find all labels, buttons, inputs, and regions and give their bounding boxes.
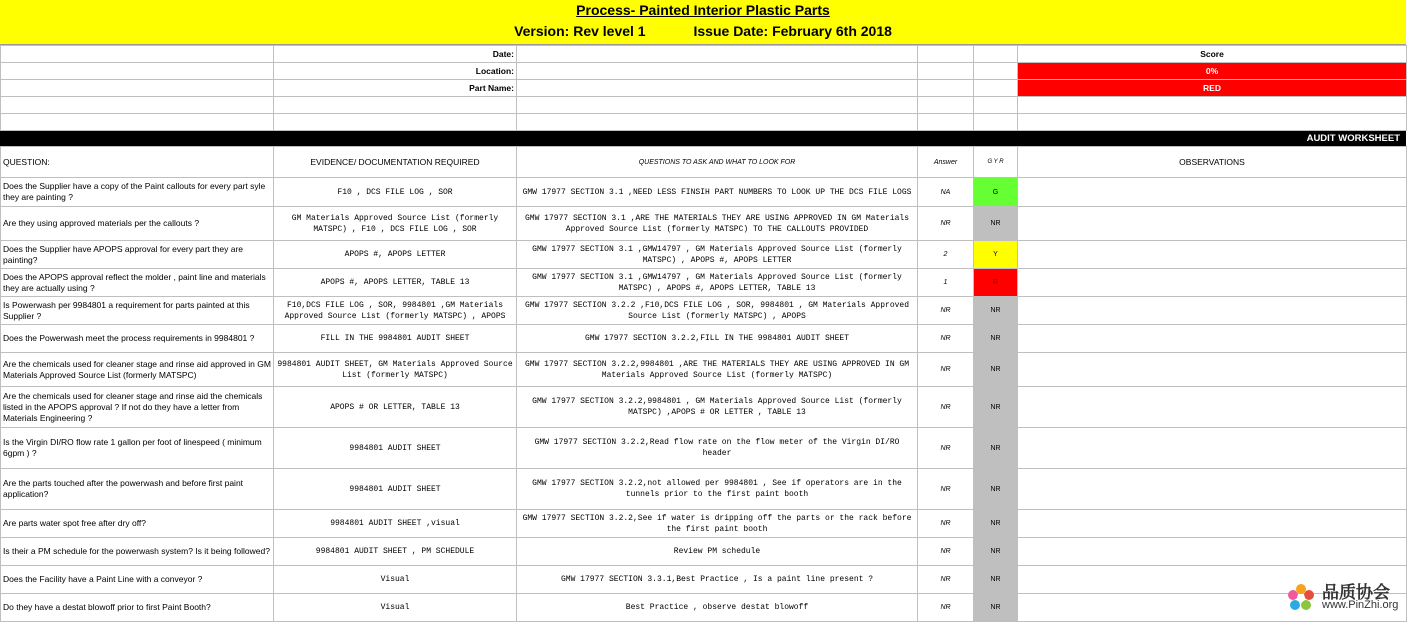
- location-label: Location:: [274, 63, 517, 80]
- issue-date-text: Issue Date: February 6th 2018: [693, 23, 892, 39]
- question-cell: Does the Facility have a Paint Line with a conveyor ?: [1, 566, 274, 594]
- question-cell: Are the parts touched after the powerwash and before first paint application?: [1, 469, 274, 510]
- score-status: RED: [1018, 80, 1407, 97]
- evidence-cell: 9984801 AUDIT SHEET, GM Materials Approved Source List (formerly MATSPC): [274, 353, 517, 387]
- gyr-cell: NR: [974, 538, 1018, 566]
- evidence-header: EVIDENCE/ DOCUMENTATION REQUIRED: [274, 147, 517, 178]
- question-cell: Does the Supplier have a copy of the Paint callouts for every part syle they are painting ?: [1, 178, 274, 207]
- score-value: 0%: [1018, 63, 1407, 80]
- question-cell: Is the Virgin DI/RO flow rate 1 gallon per foot of linespeed ( minimum 6gpm ) ?: [1, 428, 274, 469]
- question-header: QUESTION:: [1, 147, 274, 178]
- answer-cell[interactable]: NR: [918, 297, 974, 325]
- question-cell: Does the Supplier have APOPS approval for every part they are painting?: [1, 241, 274, 269]
- evidence-cell: GM Materials Approved Source List (formerly MATSPC) , F10 , DCS FILE LOG , SOR: [274, 207, 517, 241]
- table-row: [1, 469, 1407, 510]
- score-label: Score: [1018, 46, 1407, 63]
- evidence-cell: APOPS # OR LETTER, TABLE 13: [274, 387, 517, 428]
- table-row: [1, 510, 1407, 538]
- audit-rows: [1, 178, 1407, 622]
- table-row: [1, 387, 1407, 428]
- question-cell: Are the chemicals used for cleaner stage and rinse aid the chemicals listed in the APOPS approval ? If not do they have a letter from Materials Engineering ?: [1, 387, 274, 428]
- gyr-cell: G: [974, 178, 1018, 207]
- observation-cell[interactable]: [1018, 207, 1407, 241]
- observation-cell[interactable]: [1018, 469, 1407, 510]
- answer-cell[interactable]: NR: [918, 387, 974, 428]
- look-for-cell: GMW 17977 SECTION 3.2.2 ,F10,DCS FILE LOG , SOR, 9984801 , GM Materials Approved Source List (formerly MATSPC) , APOPS: [517, 297, 918, 325]
- answer-cell[interactable]: NR: [918, 510, 974, 538]
- look-for-cell: GMW 17977 SECTION 3.2.2,See if water is dripping off the parts or the rack before the first paint booth: [517, 510, 918, 538]
- info-table: [0, 45, 1407, 131]
- part-name-label: Part Name:: [274, 80, 517, 97]
- question-cell: Do they have a destat blowoff prior to first Paint Booth?: [1, 594, 274, 622]
- gyr-cell: Y: [974, 241, 1018, 269]
- evidence-cell: 9984801 AUDIT SHEET: [274, 469, 517, 510]
- table-row: [1, 353, 1407, 387]
- evidence-cell: Visual: [274, 594, 517, 622]
- answer-header: Answer: [918, 147, 974, 178]
- version-line: [0, 23, 1406, 39]
- evidence-cell: APOPS #, APOPS LETTER, TABLE 13: [274, 269, 517, 297]
- answer-cell[interactable]: NR: [918, 594, 974, 622]
- look-for-cell: GMW 17977 SECTION 3.2.2,9984801 ,ARE THE MATERIALS THEY ARE USING APPROVED IN GM Materials Approved Source List (formerly MATSPC): [517, 353, 918, 387]
- look-for-cell: Best Practice , observe destat blowoff: [517, 594, 918, 622]
- evidence-cell: 9984801 AUDIT SHEET: [274, 428, 517, 469]
- table-row: [1, 207, 1407, 241]
- table-row: [1, 566, 1407, 594]
- look-for-cell: GMW 17977 SECTION 3.3.1,Best Practice , Is a paint line present ?: [517, 566, 918, 594]
- look-for-cell: GMW 17977 SECTION 3.1 ,NEED LESS FINSIH PART NUMBERS TO LOOK UP THE DCS FILE LOGS: [517, 178, 918, 207]
- answer-cell[interactable]: 2: [918, 241, 974, 269]
- gyr-cell: NR: [974, 207, 1018, 241]
- look-for-cell: GMW 17977 SECTION 3.1 ,ARE THE MATERIALS THEY ARE USING APPROVED IN GM Materials Approved Source List (formerly MATSPC) TO THE CALLOUTS PROVIDED: [517, 207, 918, 241]
- gyr-cell: NR: [974, 353, 1018, 387]
- worksheet-bar: AUDIT WORKSHEET: [0, 131, 1406, 146]
- date-label: Date:: [274, 46, 517, 63]
- observations-header: OBSERVATIONS: [1018, 147, 1407, 178]
- look-for-cell: GMW 17977 SECTION 3.2.2,FILL IN THE 9984801 AUDIT SHEET: [517, 325, 918, 353]
- observation-cell[interactable]: [1018, 538, 1407, 566]
- question-cell: Are parts water spot free after dry off?: [1, 510, 274, 538]
- question-cell: Are the chemicals used for cleaner stage and rinse aid approved in GM Materials Approved Source List (formerly MATSPC): [1, 353, 274, 387]
- page-title: Process- Painted Interior Plastic Parts: [576, 2, 830, 18]
- audit-table: [0, 146, 1407, 622]
- table-row: [1, 594, 1407, 622]
- gyr-cell: NR: [974, 594, 1018, 622]
- table-row: [1, 325, 1407, 353]
- look-for-header: QUESTIONS TO ASK AND WHAT TO LOOK FOR: [517, 147, 918, 178]
- observation-cell[interactable]: [1018, 353, 1407, 387]
- question-cell: Is their a PM schedule for the powerwash system? Is it being followed?: [1, 538, 274, 566]
- gyr-cell: NR: [974, 387, 1018, 428]
- version-text: Version: Rev level 1: [514, 23, 646, 39]
- location-input[interactable]: [517, 63, 918, 80]
- observation-cell[interactable]: [1018, 241, 1407, 269]
- observation-cell[interactable]: [1018, 510, 1407, 538]
- evidence-cell: Visual: [274, 566, 517, 594]
- answer-cell[interactable]: NR: [918, 566, 974, 594]
- answer-cell[interactable]: NR: [918, 207, 974, 241]
- look-for-cell: GMW 17977 SECTION 3.1 ,GMW14797 , GM Materials Approved Source List (formerly MATSPC) , APOPS #, APOPS LETTER, TABLE 13: [517, 269, 918, 297]
- table-row: [1, 269, 1407, 297]
- gyr-cell: NR: [974, 428, 1018, 469]
- date-input[interactable]: [517, 46, 918, 63]
- look-for-cell: GMW 17977 SECTION 3.2.2,not allowed per 9984801 , See if operators are in the tunnels prior to the first paint booth: [517, 469, 918, 510]
- answer-cell[interactable]: NR: [918, 325, 974, 353]
- watermark-url: www.PinZhi.org: [1322, 599, 1399, 611]
- flower-logo-icon: [1286, 582, 1316, 612]
- look-for-cell: GMW 17977 SECTION 3.1 ,GMW14797 , GM Materials Approved Source List (formerly MATSPC) , APOPS #, APOPS LETTER: [517, 241, 918, 269]
- gyr-cell: NR: [974, 510, 1018, 538]
- evidence-cell: FILL IN THE 9984801 AUDIT SHEET: [274, 325, 517, 353]
- answer-cell[interactable]: NA: [918, 178, 974, 207]
- look-for-cell: Review PM schedule: [517, 538, 918, 566]
- look-for-cell: GMW 17977 SECTION 3.2.2,Read flow rate on the flow meter of the Virgin DI/RO header: [517, 428, 918, 469]
- observation-cell[interactable]: [1018, 428, 1407, 469]
- table-row: [1, 428, 1407, 469]
- answer-cell[interactable]: NR: [918, 353, 974, 387]
- header-banner: [0, 0, 1406, 45]
- watermark-cn: 品质协会: [1322, 583, 1390, 602]
- observation-cell[interactable]: [1018, 269, 1407, 297]
- answer-cell[interactable]: 1: [918, 269, 974, 297]
- gyr-cell: NR: [974, 297, 1018, 325]
- gyr-cell: R: [974, 269, 1018, 297]
- question-cell: Does the APOPS approval reflect the molder , paint line and materials they are actually using ?: [1, 269, 274, 297]
- observation-cell[interactable]: [1018, 325, 1407, 353]
- answer-cell[interactable]: NR: [918, 538, 974, 566]
- look-for-cell: GMW 17977 SECTION 3.2.2,9984801 , GM Materials Approved Source List (formerly MATSPC) ,APOPS # OR LETTER , TABLE 13: [517, 387, 918, 428]
- gyr-cell: NR: [974, 566, 1018, 594]
- gyr-cell: NR: [974, 325, 1018, 353]
- evidence-cell: APOPS #, APOPS LETTER: [274, 241, 517, 269]
- question-cell: Are they using approved materials per the callouts ?: [1, 207, 274, 241]
- evidence-cell: F10 , DCS FILE LOG , SOR: [274, 178, 517, 207]
- gyr-header: G Y R: [974, 147, 1018, 178]
- question-cell: Does the Powerwash meet the process requirements in 9984801 ?: [1, 325, 274, 353]
- evidence-cell: F10,DCS FILE LOG , SOR, 9984801 ,GM Materials Approved Source List (formerly MATSPC) , APOPS: [274, 297, 517, 325]
- table-row: [1, 178, 1407, 207]
- answer-cell[interactable]: NR: [918, 469, 974, 510]
- answer-cell[interactable]: NR: [918, 428, 974, 469]
- evidence-cell: 9984801 AUDIT SHEET ,visual: [274, 510, 517, 538]
- gyr-cell: NR: [974, 469, 1018, 510]
- observation-cell[interactable]: [1018, 178, 1407, 207]
- table-row: [1, 241, 1407, 269]
- watermark-logo: [1286, 578, 1404, 614]
- question-cell: Is Powerwash per 9984801 a requirement for parts painted at this Supplier ?: [1, 297, 274, 325]
- table-row: [1, 297, 1407, 325]
- observation-cell[interactable]: [1018, 297, 1407, 325]
- evidence-cell: 9984801 AUDIT SHEET , PM SCHEDULE: [274, 538, 517, 566]
- table-row: [1, 538, 1407, 566]
- part-name-input[interactable]: [517, 80, 918, 97]
- observation-cell[interactable]: [1018, 387, 1407, 428]
